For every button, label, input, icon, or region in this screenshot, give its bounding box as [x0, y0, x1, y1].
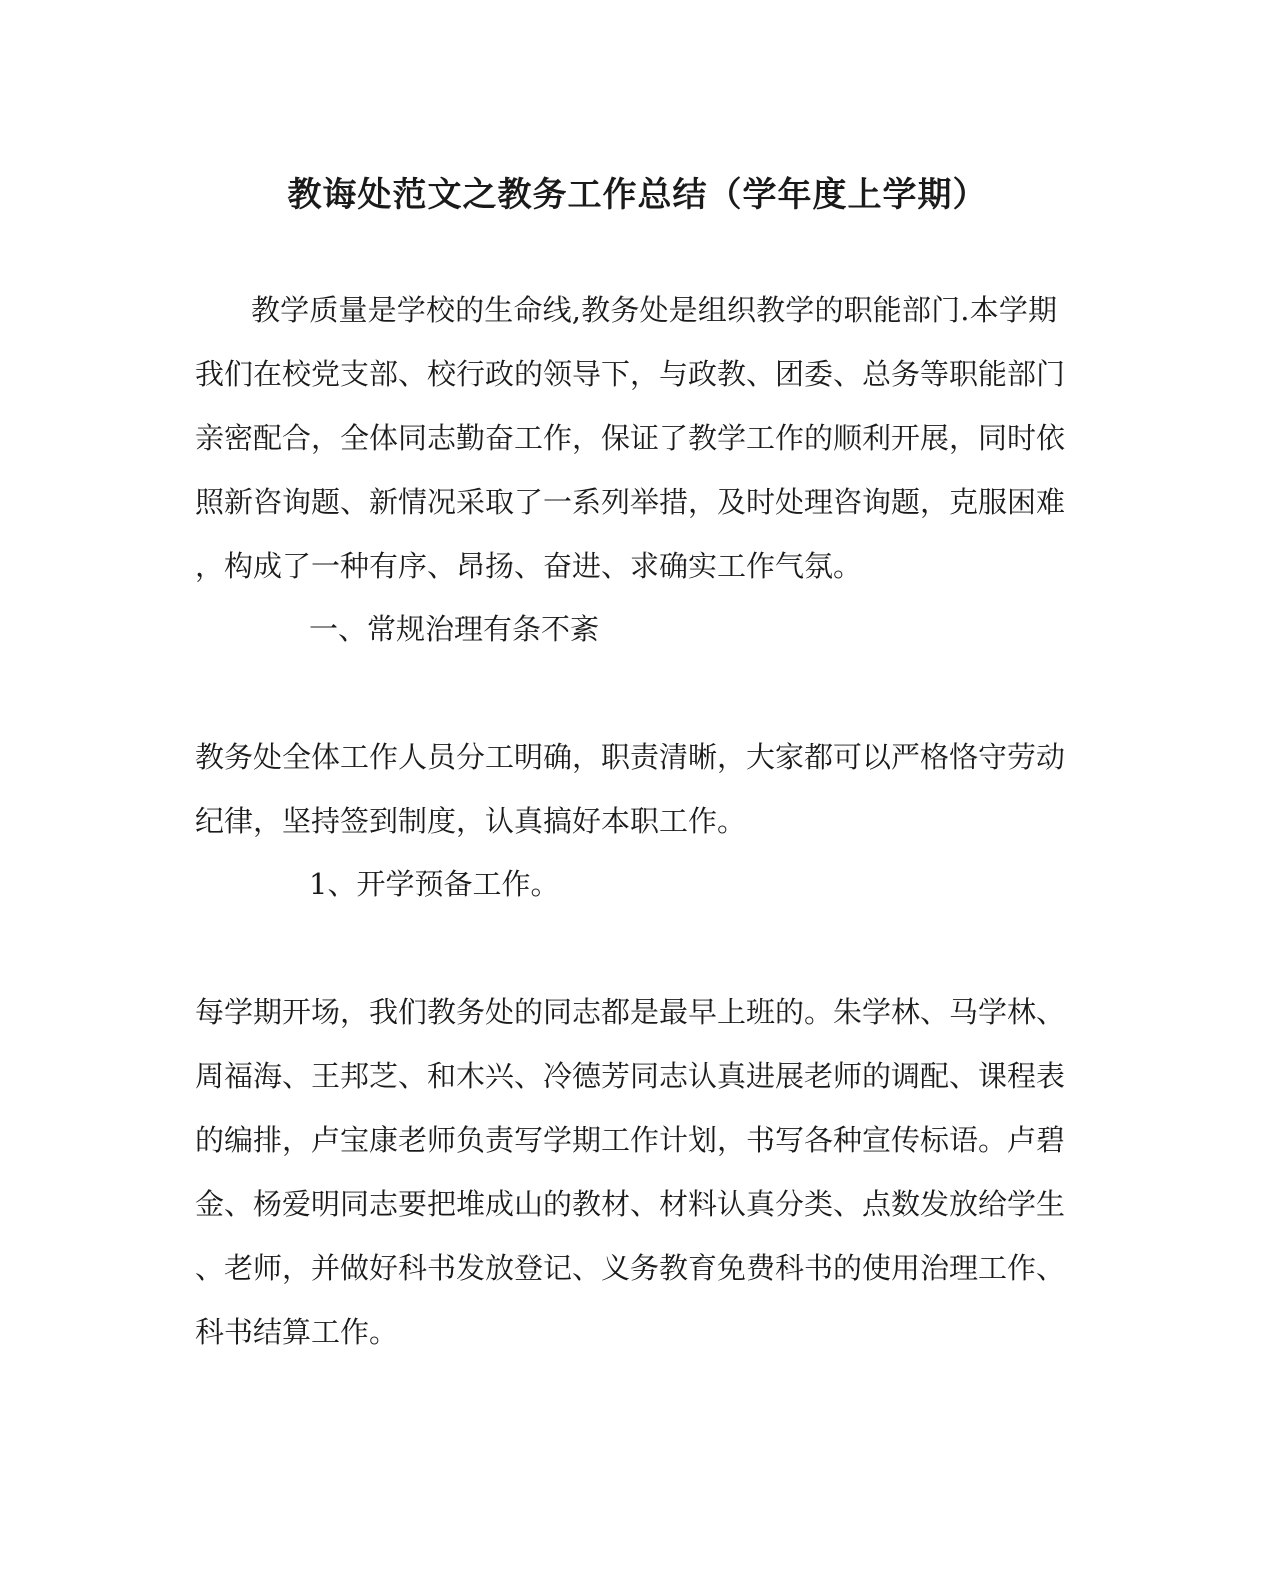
paragraph-line: 照新咨询题、新情况采取了一系列举措，及时处理咨询题，克服困难	[195, 485, 1066, 519]
paragraph-line: 我们在校党支部、校行政的领导下，与政教、团委、总务等职能部门	[195, 357, 1066, 391]
paragraph-line: 纪律，坚持签到制度，认真搞好本职工作。	[195, 804, 747, 838]
paragraph-line: 教学质量是学校的生命线,教务处是组织教学的职能部门.本学期	[251, 293, 1057, 327]
paragraph-line: 教务处全体工作人员分工明确，职责清晰，大家都可以严格恪守劳动	[195, 740, 1066, 774]
paragraph-line: 亲密配合，全体同志勤奋工作，保证了教学工作的顺利开展，同时依	[195, 421, 1066, 455]
section-heading: 一、常规治理有条不紊	[309, 612, 600, 646]
paragraph-line: 、老师，并做好科书发放登记、义务教育免费科书的使用治理工作、	[195, 1251, 1066, 1285]
paragraph-line: ，构成了一种有序、昂扬、奋进、求确实工作气氛。	[195, 549, 863, 583]
paragraph-line: 金、杨爱明同志要把堆成山的教材、材料认真分类、点数发放给学生	[195, 1187, 1066, 1221]
paragraph-line: 周福海、王邦芝、和木兴、冷德芳同志认真进展老师的调配、课程表	[195, 1059, 1066, 1093]
document-title: 教诲处范文之教务工作总结（学年度上学期）	[287, 175, 988, 215]
paragraph-line: 每学期开场，我们教务处的同志都是最早上班的。朱学林、马学林、	[195, 995, 1066, 1029]
paragraph-line: 的编排，卢宝康老师负责写学期工作计划，书写各种宣传标语。卢碧	[195, 1123, 1066, 1157]
subsection-heading: 1、开学预备工作。	[309, 867, 560, 901]
paragraph-line: 科书结算工作。	[195, 1315, 399, 1349]
